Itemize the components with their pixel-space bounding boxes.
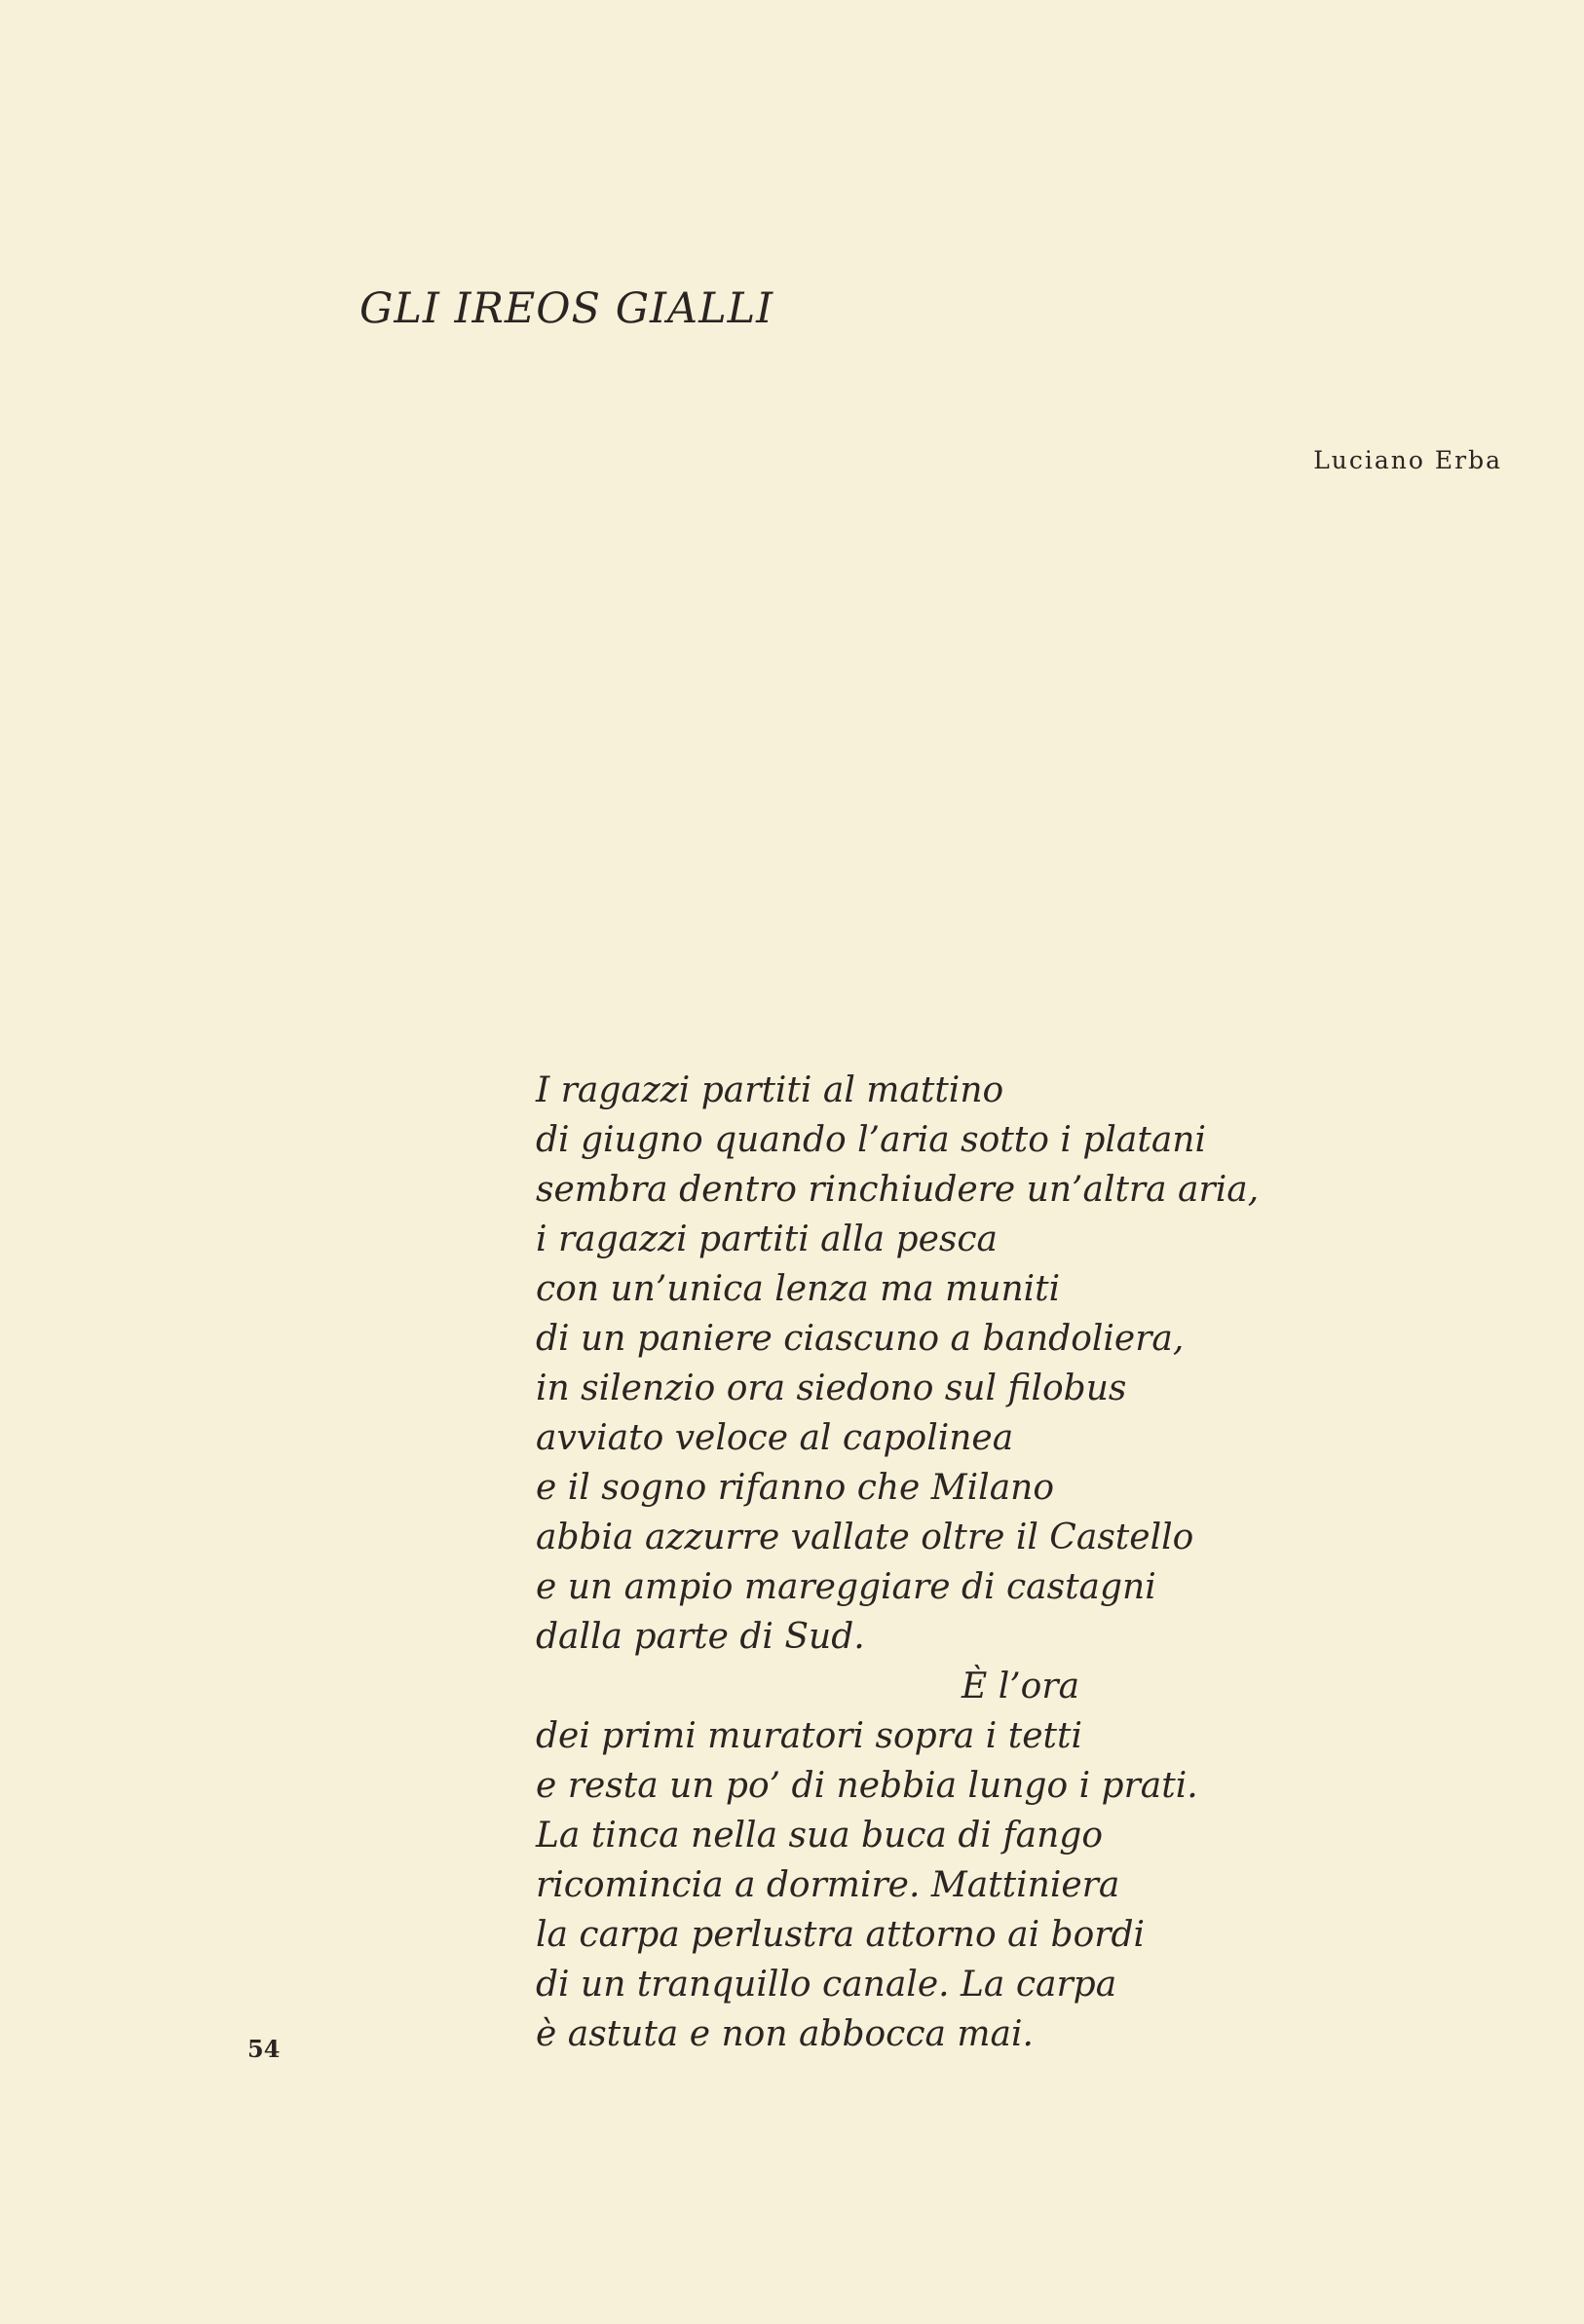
poem-line: abbia azzurre vallate oltre il Castello — [536, 1518, 1194, 1557]
poem-line: è astuta e non abbocca mai. — [536, 2014, 1034, 2054]
page-number: 54 — [247, 2035, 281, 2063]
poem-line: di un paniere ciascuno a bandoliera, — [536, 1319, 1185, 1359]
poem-line: ricomincia a dormire. Mattiniera — [536, 1865, 1120, 1905]
poem-body — [536, 1066, 1259, 2059]
poem-line: i ragazzi partiti alla pesca — [536, 1219, 998, 1259]
poem-line: in silenzio ora siedono sul filobus — [536, 1368, 1127, 1408]
author-name: Luciano Erba — [1313, 446, 1502, 474]
poem-line: e un ampio mareggiare di castagni — [536, 1567, 1156, 1607]
poem-line: sembra dentro rinchiudere un’altra aria, — [536, 1170, 1260, 1210]
poem-line: di un tranquillo canale. La carpa — [536, 1965, 1117, 2005]
poem-title: GLI IREOS GIALLI — [359, 284, 774, 333]
poem-line: con un’unica lenza ma muniti — [536, 1269, 1061, 1309]
poem-line-indented: È l’ora — [962, 1667, 1080, 1706]
poem-line: La tinca nella sua buca di fango — [536, 1816, 1104, 1855]
poem-line: e il sogno rifanno che Milano — [536, 1468, 1055, 1508]
poem-line: I ragazzi partiti al mattino — [536, 1070, 1004, 1110]
poem-line: dalla parte di Sud. — [536, 1617, 865, 1657]
poem-line: avviato veloce al capolinea — [536, 1418, 1014, 1458]
poem-line: di giugno quando l’aria sotto i platani — [536, 1120, 1206, 1160]
poem-line: dei primi muratori sopra i tetti — [536, 1716, 1082, 1756]
poem-line: e resta un po’ di nebbia lungo i prati. — [536, 1766, 1198, 1806]
poem-line: la carpa perlustra attorno ai bordi — [536, 1915, 1146, 1955]
